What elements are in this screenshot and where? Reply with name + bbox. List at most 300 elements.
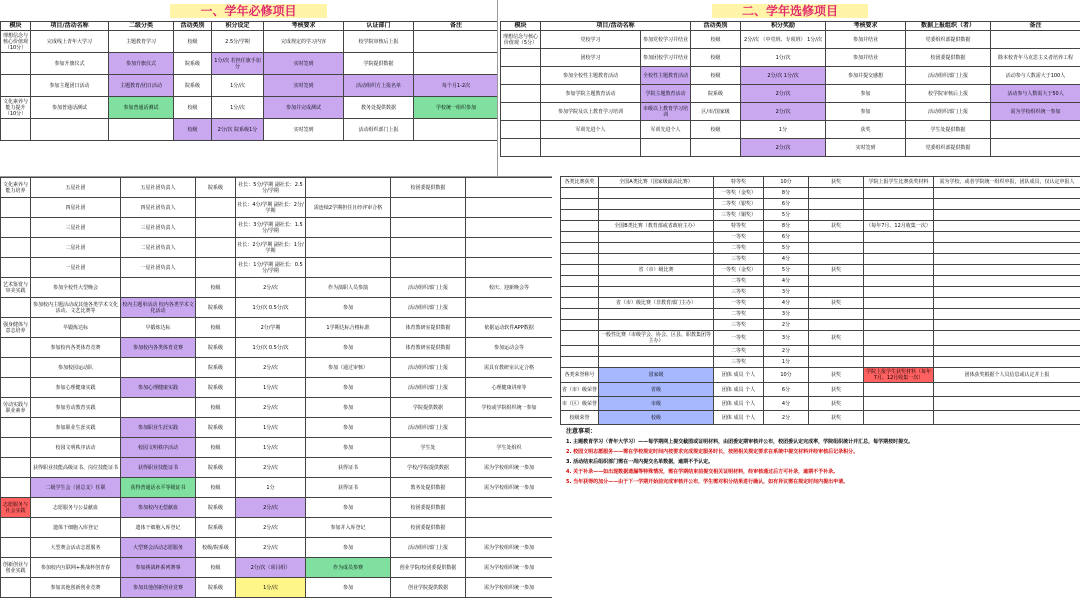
table-cell: 实时签到 <box>264 75 344 97</box>
table-cell: （每年7月、12月收集一次） <box>864 221 934 232</box>
table-cell <box>466 258 553 278</box>
table-cell: 参加升旗仪式 <box>109 53 174 75</box>
table-cell: 1分/次 0.5分/次 <box>236 298 306 318</box>
table-cell: 三等奖 <box>714 287 764 298</box>
table-cell: 活动组织部门上报 <box>906 67 991 85</box>
table-cell <box>561 221 599 232</box>
table-cell: 参加全校性大型晚会 <box>31 278 121 298</box>
table-cell <box>196 218 236 238</box>
table-cell <box>561 298 599 309</box>
table-row <box>561 397 1080 411</box>
table-cell <box>501 49 541 67</box>
table-cell: 院系级 <box>196 338 236 358</box>
table-cell <box>306 258 391 278</box>
table-cell: 二等奖 <box>714 309 764 320</box>
table-cell: 校内主题单活动 校内各类学术文化活动 <box>121 298 196 318</box>
table-cell: 市级 <box>599 397 714 411</box>
table-header-row <box>1 22 499 31</box>
table-row <box>1 358 553 378</box>
table-cell: 8分 <box>764 188 809 199</box>
header-cell: 积分奖励 <box>741 22 826 31</box>
table-cell: 参加 <box>826 85 906 103</box>
table-cell <box>466 218 553 238</box>
table-cell: 创新创业与创业实践 <box>1 558 31 578</box>
table-cell: 院系级 <box>196 498 236 518</box>
table-cell <box>306 178 391 198</box>
table-cell: 2分 <box>764 411 809 425</box>
table-cell: 一星社团 <box>31 258 121 278</box>
table-cell: 2分/次 <box>741 85 826 103</box>
table-cell: 需具有教研室认定合格 <box>466 358 553 378</box>
table-cell: 获得职业技能证书 <box>121 458 196 478</box>
table-cell: 校团委提供数据 <box>391 518 466 538</box>
table-cell: 五星社团负责人 <box>121 178 196 198</box>
table-cell: 社长：2分/学期 副社长：1分/学期 <box>236 238 306 258</box>
table-cell <box>391 258 466 278</box>
table-row <box>1 398 553 418</box>
table-cell <box>466 418 553 438</box>
table-cell: 心理健康讲座等 <box>466 378 553 398</box>
table-row <box>561 243 1080 254</box>
table-cell: 学生处提供数据 <box>906 121 991 139</box>
table-cell <box>599 276 714 287</box>
table-cell: 校级 <box>196 438 236 458</box>
note-item: 3. 活动结束后组织部门需在一周内提交名单数据，逾期不予认定。 <box>566 459 714 465</box>
table-cell <box>934 232 1080 243</box>
table-cell: 参加劳动教育实践 <box>31 398 121 418</box>
table-cell: 院系级 <box>174 75 212 97</box>
table-cell: 院系级 <box>691 85 741 103</box>
note-item: 2. 校园文明志愿服务——需在学校规定时间内按要求完成规定服务时长，按照相关规定要求在系统中提交材料并经审核后记录积分。 <box>566 449 859 455</box>
table-cell <box>599 254 714 265</box>
table-cell <box>864 309 934 320</box>
table-cell <box>414 31 499 53</box>
table-cell: 教务处提供数据 <box>391 478 466 498</box>
table-cell <box>934 346 1080 357</box>
table-cell: 学校/学院提供数据 <box>391 458 466 478</box>
table-cell: 10分 <box>764 368 809 383</box>
table-cell: 除本校青年马克思主义者培养工程 <box>991 49 1080 67</box>
table-cell: 党委组织部提供数据 <box>906 139 991 157</box>
table-cell: 早锻炼达标 <box>121 318 196 338</box>
table-row <box>1 31 499 53</box>
table-cell: 院系级 <box>196 578 236 598</box>
table-cell <box>1 478 31 498</box>
table-cell: 参加 <box>306 418 391 438</box>
table-cell: 院系级 <box>196 178 236 198</box>
table-cell: 参加心理健康实践 <box>121 378 196 398</box>
table-cell: 5分 <box>764 243 809 254</box>
table-cell: 二星社团 <box>31 238 121 258</box>
table-cell <box>991 139 1080 157</box>
table-cell: 体育教研室提供数据 <box>391 338 466 358</box>
table-cell <box>934 309 1080 320</box>
header-cell: 数据上报组织（者） <box>906 22 991 31</box>
table-cell <box>561 243 599 254</box>
table-cell: 志愿服务与社会实践 <box>1 498 31 518</box>
table-cell: 需为学校组织统一参加 <box>466 478 553 498</box>
table-cell <box>809 287 864 298</box>
table-cell <box>501 103 541 121</box>
table-cell: 1分/次 <box>212 75 264 97</box>
table-cell: 4分 <box>764 276 809 287</box>
table-cell: 参加 <box>306 498 391 518</box>
table-cell <box>561 309 599 320</box>
table-cell <box>809 199 864 210</box>
table-cell: 参加团校学习并结业 <box>641 49 691 67</box>
table-cell: 党校学习 <box>541 31 641 49</box>
table-cell: 获奖 <box>826 121 906 139</box>
table-cell: 1分/次 若担任旗手加分 <box>212 53 264 75</box>
table-cell: 2分/次 院系级1分 <box>212 119 264 141</box>
table-cell: 3分 <box>764 287 809 298</box>
table-cell: 2分 <box>764 346 809 357</box>
table-cell <box>864 276 934 287</box>
table-cell: 院系级 <box>196 298 236 318</box>
table-cell: 需为学校组织统一参加 <box>466 458 553 478</box>
table-cell <box>414 53 499 75</box>
required-items-title: 一、学年必修项目 <box>0 0 497 21</box>
table-cell: 军训先进个人 <box>541 121 641 139</box>
table-row <box>501 139 1080 157</box>
table-cell: 遗体干细胞入库登记 <box>121 518 196 538</box>
table-cell: 参加职业生涯实践 <box>121 418 196 438</box>
table-cell: 获奖 <box>809 265 864 276</box>
table-cell <box>1 75 31 97</box>
table-cell: 获得证书 <box>306 478 391 498</box>
table-cell <box>1 298 31 318</box>
table-cell: 参加运动会等 <box>466 338 553 358</box>
table-cell <box>121 398 196 418</box>
table-cell: 活动组织部门上报 <box>344 119 414 141</box>
table-cell: 区/市/国家级 <box>691 103 741 121</box>
table-row <box>1 458 553 478</box>
table-cell <box>864 346 934 357</box>
table-cell <box>809 232 864 243</box>
table-row <box>561 383 1080 397</box>
table-cell <box>934 199 1080 210</box>
table-cell: 2分/次 <box>236 498 306 518</box>
table-cell: 校级 <box>691 31 741 49</box>
table-cell <box>109 119 174 141</box>
required-items-table <box>0 21 498 141</box>
required-items-panel <box>0 0 498 176</box>
table-cell: 5分 <box>764 265 809 276</box>
table-cell: 学校或学院组织统一参加 <box>466 398 553 418</box>
table-cell <box>599 243 714 254</box>
table-cell: 校级 <box>691 121 741 139</box>
table-cell: 1分 <box>741 121 826 139</box>
table-cell <box>561 265 599 276</box>
table-cell: 6分 <box>764 199 809 210</box>
table-cell: 参加心理健康实践 <box>31 378 121 398</box>
table-cell: 学院主题教育活动 <box>641 85 691 103</box>
table-cell: 校庆、迎新晚会等 <box>466 278 553 298</box>
header-cell: 项目/活动名称 <box>31 22 109 31</box>
table-cell <box>1 518 31 538</box>
table-cell: 校级 <box>691 67 741 85</box>
table-row <box>501 49 1080 67</box>
table-cell: 参加（通过审核） <box>306 358 391 378</box>
table-cell: 2分 <box>764 320 809 331</box>
table-cell: 需为学校组织统一参加 <box>466 558 553 578</box>
table-cell <box>561 357 599 368</box>
table-cell: 一等奖 <box>714 331 764 346</box>
table-row <box>1 518 553 538</box>
table-cell: 艺术鉴赏与审美实践 <box>1 278 31 298</box>
table-cell <box>809 357 864 368</box>
table-cell: 2分/次 <box>236 518 306 538</box>
table-cell <box>809 346 864 357</box>
required-items-continued-table <box>0 177 552 598</box>
table-cell <box>1 258 31 278</box>
table-cell: 三星社团负责人 <box>121 218 196 238</box>
table-row <box>1 418 553 438</box>
notes-section <box>560 425 1080 491</box>
table-cell: 参加 <box>306 298 391 318</box>
table-cell <box>196 258 236 278</box>
table-cell: 校学院审核后上报 <box>906 85 991 103</box>
table-cell: 各类比赛获奖 <box>561 177 599 188</box>
table-cell <box>501 67 541 85</box>
table-cell: 参加 <box>306 538 391 558</box>
table-cell: 学院提供数据 <box>391 398 466 418</box>
table-cell <box>809 309 864 320</box>
table-cell: 需为学校、或者学院统一组织申报，团队成员，仅认定申报人 <box>934 177 1080 188</box>
table-cell: 参加校内各类体育竞赛 <box>121 338 196 358</box>
table-cell: 参加升旗仪式 <box>31 53 109 75</box>
table-cell: 6分 <box>764 232 809 243</box>
table-cell <box>599 357 714 368</box>
table-cell: 全国A类比赛（国家级最高比赛） <box>599 177 714 188</box>
table-cell: 校级 <box>196 278 236 298</box>
table-cell: 学院提供数据 <box>344 53 414 75</box>
table-cell: 理想信念与核心价值观（5分） <box>501 31 541 49</box>
table-cell <box>641 139 691 157</box>
notes-heading: 注意事项： <box>566 428 597 435</box>
table-cell <box>599 346 714 357</box>
table-cell: 社长：1分/学期 副社长：0.5分/学期 <box>236 258 306 278</box>
table-cell: 参加并入库登记 <box>306 518 391 538</box>
competition-panel <box>560 176 1080 602</box>
note-item: 4. 关于补录——如出现数据遗漏等特殊情况，需在学期结束前提交相关证明材料，经审核通过后方可补录，逾期不予补录。 <box>566 469 839 475</box>
table-cell: 2分/次 <box>236 278 306 298</box>
table-cell: 市级以上教育学习培训 <box>641 103 691 121</box>
table-cell <box>809 320 864 331</box>
table-cell: 1学期达标合格标准 <box>306 318 391 338</box>
table-cell: 创业学院提供数据 <box>391 578 466 598</box>
table-cell: 校级 <box>174 119 212 141</box>
table-cell: 学院上报学生获奖材料（每年7月、12月收集一次） <box>864 368 934 383</box>
table-cell: 作为成员参赛 <box>306 558 391 578</box>
table-cell <box>864 254 934 265</box>
table-row <box>1 218 553 238</box>
table-cell <box>1 438 31 458</box>
table-cell: 主题教育/团日活动 <box>109 75 174 97</box>
table-cell <box>1 538 31 558</box>
table-row <box>561 411 1080 425</box>
table-cell: 四星社团负责人 <box>121 198 196 218</box>
header-cell: 模块 <box>1 22 31 31</box>
table-cell: 参加学院及以上教育学习培训 <box>541 103 641 121</box>
table-cell: 军训先进个人 <box>641 121 691 139</box>
table-cell: 二等奖 <box>714 276 764 287</box>
table-cell: 参加校园运动队 <box>31 358 121 378</box>
table-cell: 学校统一组织参加 <box>414 97 499 119</box>
table-cell <box>501 139 541 157</box>
table-cell <box>561 188 599 199</box>
table-row <box>561 188 1080 199</box>
table-row <box>561 199 1080 210</box>
table-cell: 社长：3分/学期 副社长：1.5分/学期 <box>236 218 306 238</box>
table-cell: 一等奖 <box>714 298 764 309</box>
table-cell: 2分/次 <box>236 358 306 378</box>
table-row <box>501 85 1080 103</box>
table-cell: 院系级 <box>174 53 212 75</box>
table-cell <box>991 31 1080 49</box>
table-cell <box>414 119 499 141</box>
table-cell: 参加职业生涯实践 <box>31 418 121 438</box>
table-cell: 教务处提供数据 <box>344 97 414 119</box>
table-cell: 完成线上青年大学习 <box>31 31 109 53</box>
table-cell: 1分/次 0.5分/次 <box>236 338 306 358</box>
table-cell: 校团委提供数据 <box>391 498 466 518</box>
table-cell: 实时签到 <box>264 53 344 75</box>
table-cell: 获奖 <box>809 177 864 188</box>
header-cell: 考核要求 <box>264 22 344 31</box>
table-cell <box>1 198 31 218</box>
table-cell <box>864 397 934 411</box>
table-cell <box>864 287 934 298</box>
table-cell: 4分 <box>764 254 809 265</box>
table-cell <box>809 276 864 287</box>
table-cell: 二等奖 <box>714 243 764 254</box>
table-cell <box>466 498 553 518</box>
table-cell <box>864 383 934 397</box>
table-cell: 国家级 <box>599 368 714 383</box>
table-cell: 三等奖 <box>714 320 764 331</box>
table-cell: 活动组织部门上报 <box>391 298 466 318</box>
required-items-continued-panel <box>0 176 552 602</box>
table-cell: 获奖 <box>809 298 864 309</box>
table-cell: 参加校内无偿献血 <box>121 498 196 518</box>
table-cell: 活动组织部门上报 <box>391 378 466 398</box>
table-cell: 获奖 <box>809 331 864 346</box>
table-cell: 省（市）级荣誉 <box>561 383 599 397</box>
table-row <box>561 320 1080 331</box>
table-cell: 体育教研室提供数据 <box>391 318 466 338</box>
table-header-row <box>501 22 1080 31</box>
table-row <box>561 254 1080 265</box>
table-cell <box>1 358 31 378</box>
table-cell: 参加 <box>306 398 391 418</box>
header-cell: 活动类别 <box>174 22 212 31</box>
table-cell: 获得证书 <box>306 458 391 478</box>
table-cell: 校团委提供数据 <box>906 49 991 67</box>
table-cell: 2.5分/学期 <box>212 31 264 53</box>
table-cell: 遗体干细胞入库登记 <box>31 518 121 538</box>
table-cell: 参加其他创新创业竞赛 <box>31 578 121 598</box>
table-row <box>1 97 499 119</box>
table-cell: 四星社团 <box>31 198 121 218</box>
table-cell <box>561 287 599 298</box>
table-row <box>1 278 553 298</box>
table-cell: 活动组织部门上报 <box>391 538 466 558</box>
table-cell: 参加 <box>306 378 391 398</box>
table-cell <box>691 139 741 157</box>
table-cell: 二级学生会（团总支）任职 <box>31 478 121 498</box>
elective-items-panel <box>500 0 1080 176</box>
elective-items-title: 二、学年选修项目 <box>500 0 1080 21</box>
table-cell: 参加 <box>826 103 906 121</box>
table-cell <box>599 320 714 331</box>
table-cell: 文化素养与能力培养 <box>1 178 31 198</box>
table-cell <box>466 238 553 258</box>
table-cell: 需为学校组织统一参加 <box>466 538 553 558</box>
table-cell <box>864 199 934 210</box>
table-cell <box>864 411 934 425</box>
table-cell: 1分 <box>764 357 809 368</box>
table-cell: 校级 <box>691 49 741 67</box>
table-cell: 理想信念与核心价值观（10分） <box>1 31 31 53</box>
table-cell <box>809 188 864 199</box>
table-cell: 1分/次 <box>236 578 306 598</box>
table-cell: 二等奖（银奖） <box>714 199 764 210</box>
table-cell: 活动参与人数需大于100人 <box>991 67 1080 85</box>
table-cell: 院系级 <box>196 518 236 538</box>
table-cell: 早锻炼达标 <box>31 318 121 338</box>
table-cell: 1分 <box>236 478 306 498</box>
table-cell: 校级 <box>196 398 236 418</box>
table-cell: 需连续2学期担任且经评审合格 <box>306 198 391 218</box>
table-cell <box>599 309 714 320</box>
table-cell <box>466 178 553 198</box>
table-cell: 参加校内互联网+挑战杯创青春 <box>31 558 121 578</box>
table-cell <box>934 276 1080 287</box>
table-row <box>1 53 499 75</box>
header-cell: 认证部门 <box>344 22 414 31</box>
table-cell: 获奖 <box>809 383 864 397</box>
table-cell: 参加学院主题教育活动 <box>541 85 641 103</box>
table-cell: 2分/次 <box>236 458 306 478</box>
table-cell <box>864 357 934 368</box>
table-cell <box>391 218 466 238</box>
table-cell <box>934 265 1080 276</box>
table-row <box>561 368 1080 383</box>
table-cell: 学生处组织 <box>466 438 553 458</box>
table-cell <box>561 210 599 221</box>
table-cell <box>934 243 1080 254</box>
table-cell: 需为学校组织统一参加 <box>466 578 553 598</box>
table-cell: 特等奖 <box>714 221 764 232</box>
table-cell: 10分 <box>764 177 809 188</box>
table-cell: 校级 <box>196 478 236 498</box>
header-cell: 积分设定 <box>212 22 264 31</box>
table-cell: 一等奖（金奖） <box>714 265 764 276</box>
table-row <box>1 578 553 598</box>
table-cell: 学院上报学生比赛获奖材料 <box>864 177 934 188</box>
table-row <box>561 357 1080 368</box>
table-cell <box>391 198 466 218</box>
table-cell: 1分/次 <box>741 49 826 67</box>
table-cell: 校园文明秩序活动 <box>31 438 121 458</box>
table-cell: 主题教育学习 <box>109 31 174 53</box>
table-cell: 三等奖 <box>714 254 764 265</box>
table-cell: 获奖 <box>809 411 864 425</box>
table-cell <box>809 210 864 221</box>
table-cell <box>1 418 31 438</box>
table-cell: 一等奖（金奖） <box>714 188 764 199</box>
